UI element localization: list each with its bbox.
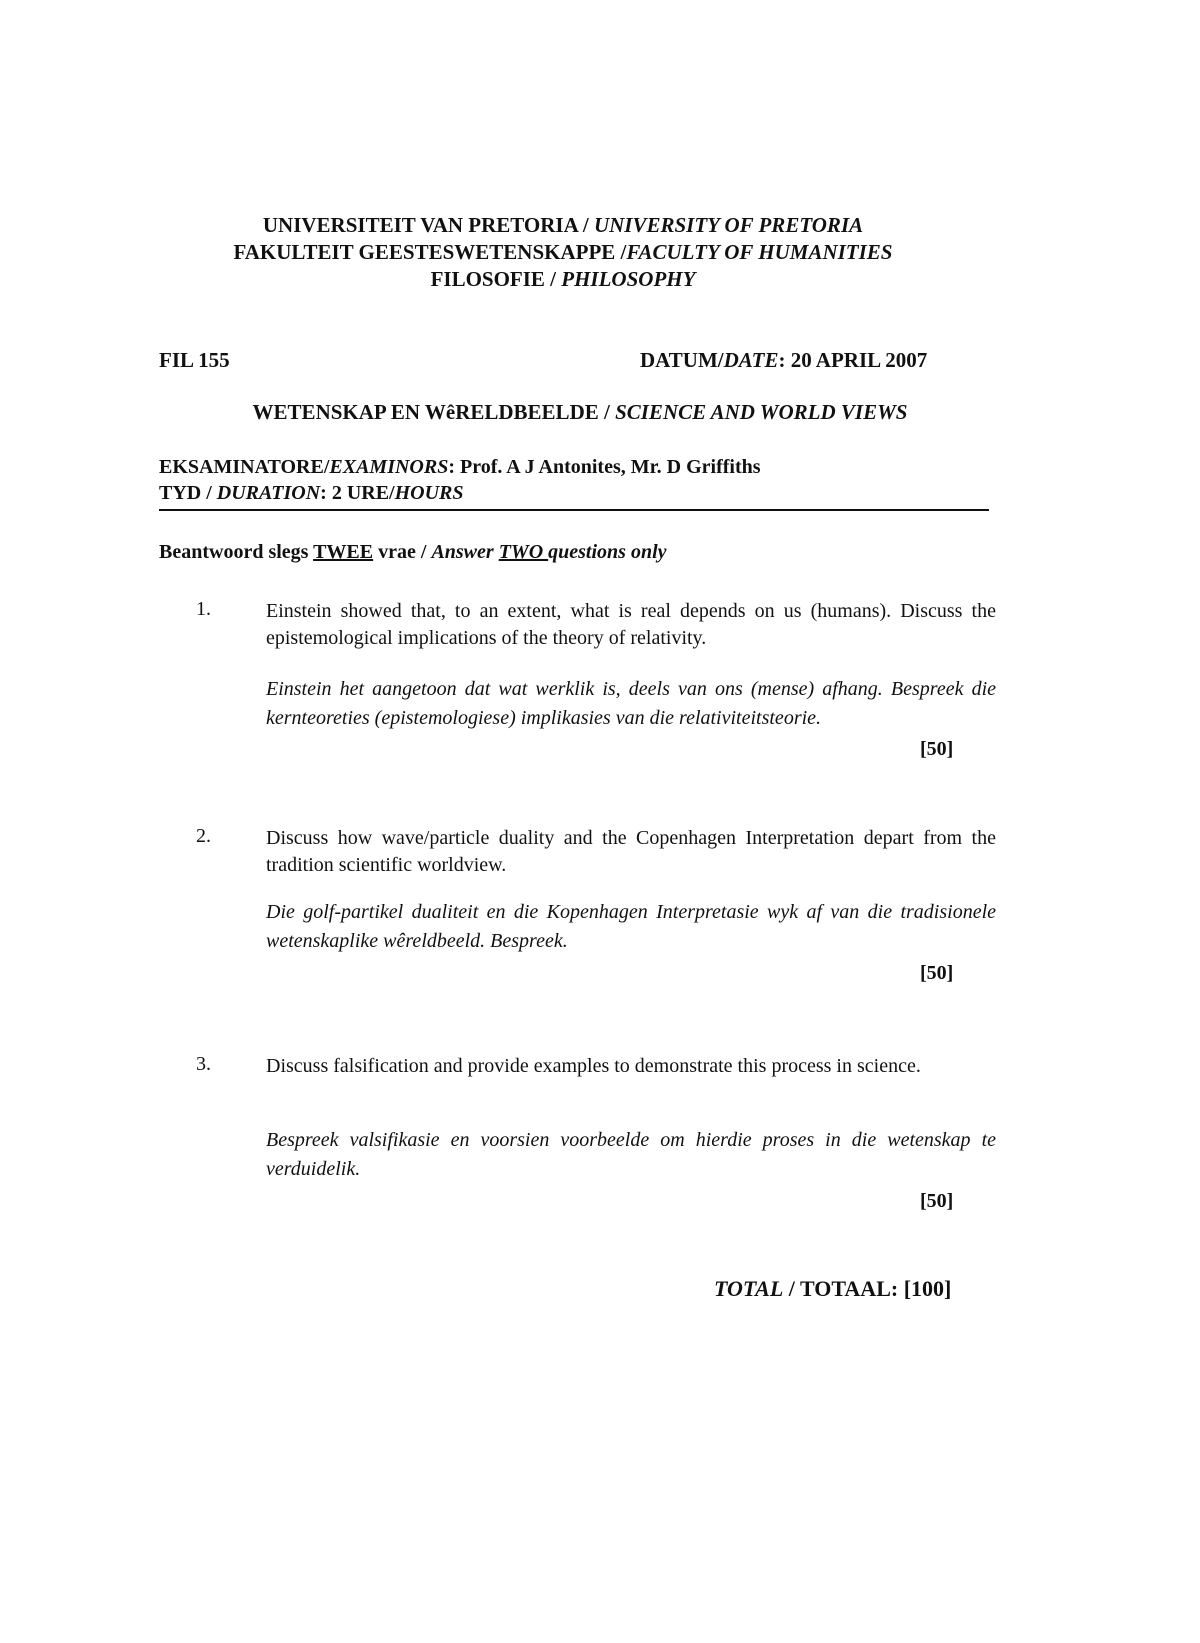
date-label-af: DATUM/	[640, 348, 724, 372]
date-value: : 20 APRIL 2007	[778, 348, 928, 372]
question-text-af: Die golf-partikel dualiteit en die Kopenhagen Interpretasie wyk af van die tradisionele wetenskaplike wêreldbeeld. Bespreek.	[266, 901, 996, 952]
subject-title	[0, 400, 1160, 425]
instruction-en-pre: Answer	[431, 541, 499, 563]
duration-label-en: DURATION	[216, 482, 321, 504]
header-university-en: UNIVERSITY OF PRETORIA	[593, 213, 864, 237]
header-department-en: PHILOSOPHY	[561, 267, 696, 291]
total-label-af: TOTAAL:	[799, 1276, 904, 1301]
duration-value: : 2 URE/	[320, 482, 395, 504]
question-number: 1.	[196, 598, 211, 620]
header-faculty-line	[0, 239, 1126, 266]
header-department-line	[0, 266, 1126, 293]
header-faculty-af: FAKULTEIT GEESTESWETENSKAPPE /	[233, 240, 627, 264]
header-faculty-en: FACULTY OF HUMANITIES	[626, 240, 893, 264]
duration-unit-en: HOURS	[394, 482, 464, 504]
subject-af: WETENSKAP EN WêRELDBEELDE /	[252, 400, 616, 424]
total-label-en: TOTAL	[714, 1276, 784, 1301]
instruction-af-emphasis: TWEE	[313, 541, 374, 563]
question-number: 2.	[196, 825, 211, 847]
exam-date	[640, 348, 927, 373]
question-text-en: Discuss falsification and provide examples to demonstrate this process in science.	[266, 1055, 921, 1077]
examiners-label-af: EKSAMINATORE/	[159, 456, 330, 478]
examiners-label-en: EXAMINORS	[329, 456, 449, 478]
question-marks: [50]	[920, 738, 954, 760]
question-text-af: Bespreek valsifikasie en voorsien voorbeelde om hierdie proses in die wetenskap te verduidelik.	[266, 1129, 996, 1180]
header-university-af: UNIVERSITEIT VAN PRETORIA /	[262, 213, 594, 237]
examiners-value: : Prof. A J Antonites, Mr. D Griffiths	[448, 456, 761, 478]
answer-instruction	[159, 541, 667, 564]
header-department-af: FILOSOFIE /	[430, 267, 562, 291]
header-university-line	[0, 212, 1126, 239]
university-header	[0, 212, 1126, 293]
question-text-af: Einstein het aangetoon dat wat werklik is, deels van ons (mense) afhang. Bespreek die kernteoreties (epistemologiese) implikasies van die relativiteitsteorie.	[266, 678, 996, 729]
question-marks: [50]	[920, 1190, 954, 1212]
instruction-en-post: questions only	[548, 541, 667, 563]
duration-label-af: TYD /	[159, 482, 217, 504]
duration-line	[159, 482, 464, 505]
course-code: FIL 155	[159, 348, 230, 372]
question-number: 3.	[196, 1053, 211, 1075]
examiners-line	[159, 456, 761, 479]
subject-en: SCIENCE AND WORLD VIEWS	[615, 400, 908, 424]
question-text-en: Einstein showed that, to an extent, what is real depends on us (humans). Discuss the epistemological implications of the theory of relativity.	[266, 600, 996, 649]
total-marks	[714, 1276, 951, 1302]
total-value: [100]	[903, 1276, 952, 1301]
question-marks: [50]	[920, 962, 954, 984]
header-divider	[159, 509, 989, 511]
instruction-en-emphasis: TWO	[498, 541, 549, 563]
instruction-af-post: vrae /	[373, 541, 432, 563]
date-label-en: DATE	[723, 348, 779, 372]
total-separator: /	[783, 1276, 800, 1301]
question-text-en: Discuss how wave/particle duality and the Copenhagen Interpretation depart from the tradition scientific worldview.	[266, 827, 996, 876]
instruction-af-pre: Beantwoord slegs	[159, 541, 314, 563]
